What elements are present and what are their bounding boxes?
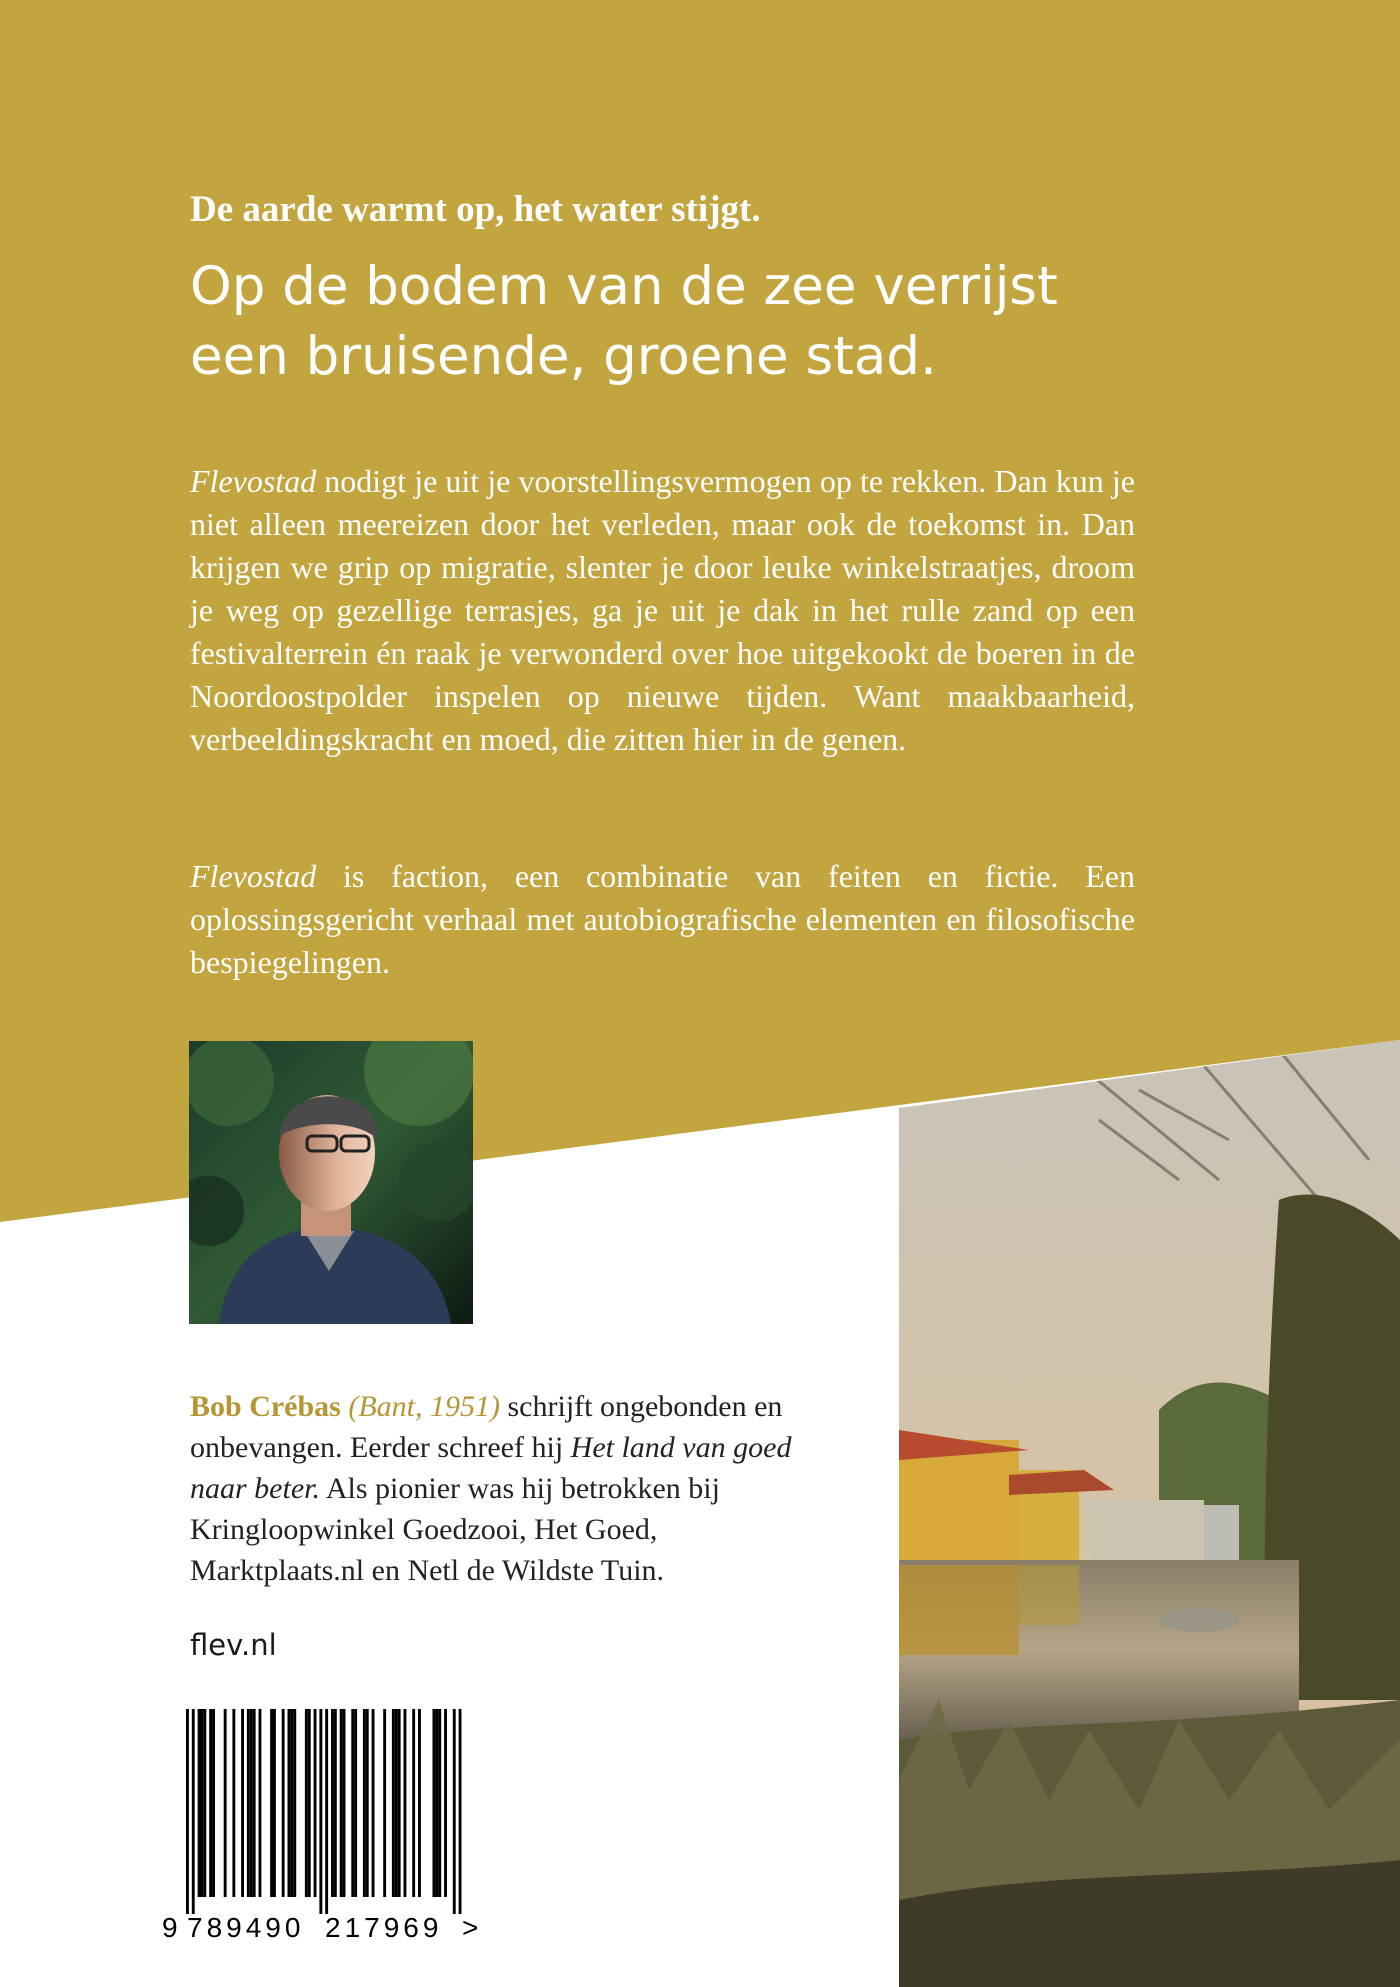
headline-line-1: Op de bodem van de zee verrijst xyxy=(190,256,1058,317)
barcode-bar xyxy=(459,1709,462,1914)
barcode-bar xyxy=(247,1709,250,1897)
barcode-bar xyxy=(305,1709,308,1897)
barcode-bar xyxy=(372,1709,375,1897)
barcode-bar xyxy=(241,1709,244,1897)
author-bio xyxy=(190,1386,830,1591)
bio-text-b: Als pionier was hij betrokken bij Kringloopwinkel Goedzooi, Het Goed, Marktplaats.nl en Netl de Wildste Tuin. xyxy=(190,1472,720,1587)
author-birth: (Bant, 1951) xyxy=(348,1390,500,1423)
barcode-bar xyxy=(398,1709,401,1897)
barcode-bar xyxy=(343,1709,346,1897)
barcode-bar xyxy=(325,1709,328,1914)
barcode-bar xyxy=(282,1709,285,1897)
barcode-bar xyxy=(198,1709,201,1897)
barcode-bar xyxy=(288,1709,291,1897)
barcode-bar xyxy=(273,1709,276,1897)
barcode-bar xyxy=(270,1709,273,1897)
barcode-bar xyxy=(201,1709,204,1897)
barcode-bar xyxy=(314,1709,317,1897)
barcode-bar xyxy=(250,1709,253,1897)
barcode-bar xyxy=(444,1709,447,1897)
barcode-bar xyxy=(351,1709,354,1897)
barcode-bar xyxy=(331,1709,334,1897)
barcode-bar xyxy=(192,1709,195,1914)
barcode-bar xyxy=(412,1709,415,1897)
tagline: De aarde warmt op, het water stijgt. xyxy=(190,189,761,230)
barcode-bar xyxy=(392,1709,395,1897)
barcode-bar xyxy=(203,1709,206,1897)
barcode-bar xyxy=(224,1709,227,1897)
barcode-bar xyxy=(453,1709,456,1914)
barcode-bar xyxy=(354,1709,357,1897)
landscape-photo xyxy=(899,0,1400,1987)
barcode-bar xyxy=(334,1709,337,1897)
barcode-bar xyxy=(340,1709,343,1897)
headline-line-2: een bruisende, groene stad. xyxy=(190,326,937,387)
barcode-bar xyxy=(212,1709,215,1897)
barcode-trailing-marker: > xyxy=(462,1912,479,1943)
isbn-barcode xyxy=(140,1705,500,1945)
barcode-bar xyxy=(293,1709,296,1897)
barcode-bar xyxy=(319,1709,322,1914)
blurb-text-2: is faction, een combinatie van feiten en fictie. Een oplossingsgericht verhaal met autobiografische elementen en filosofische bespiegelingen. xyxy=(190,858,1135,980)
barcode-bar xyxy=(259,1709,262,1897)
barcode-bar xyxy=(253,1709,256,1897)
barcode-bar xyxy=(395,1709,398,1897)
barcode-bar xyxy=(232,1709,235,1897)
barcode-bar xyxy=(290,1709,293,1897)
barcode-leading-digit: 9 xyxy=(162,1912,178,1943)
barcode-digits-group-1: 789490 xyxy=(187,1912,305,1943)
barcode-bar xyxy=(435,1709,438,1897)
barcode-bar xyxy=(363,1709,366,1897)
author-photo xyxy=(189,1041,473,1324)
barcode-bar xyxy=(209,1709,212,1897)
barcode-bar xyxy=(433,1709,436,1897)
barcode-bar xyxy=(308,1709,311,1897)
blurb-text-1: nodigt je uit je voorstellingsvermogen op te rekken. Dan kun je niet alleen meereizen door het verleden, maar ook de toekomst in. Dan krijgen we grip op migratie, slenter je door leuke winkelstraatjes, droom je weg op gezellige terrasjes, ga je uit je dak in het rulle zand op een festivalterrein én raak je verwonderd over hoe uitgekookt de boeren in de Noordoostpolder inspelen op nieuwe tijden. Want maakbaarheid, verbeeldingskracht en moed, die zitten hier in de genen. xyxy=(190,463,1135,757)
author-name: Bob Crébas xyxy=(190,1390,341,1423)
barcode-bar xyxy=(438,1709,441,1897)
barcode-bar xyxy=(383,1709,386,1897)
previous-book-title: Het land van goed naar beter. xyxy=(190,1431,792,1505)
barcode-digits-group-2: 217969 xyxy=(325,1912,443,1943)
barcode-bar xyxy=(418,1709,421,1897)
publisher-website[interactable]: flev.nl xyxy=(190,1628,277,1662)
barcode-bar xyxy=(186,1709,189,1914)
book-title-italic: Flevostad xyxy=(190,463,317,499)
book-title-italic: Flevostad xyxy=(190,858,317,894)
barcode-bar xyxy=(404,1709,407,1897)
bio-text-a: schrijft ongebonden en onbevangen. Eerder schreef hij xyxy=(190,1390,783,1464)
barcode-bar xyxy=(366,1709,369,1897)
